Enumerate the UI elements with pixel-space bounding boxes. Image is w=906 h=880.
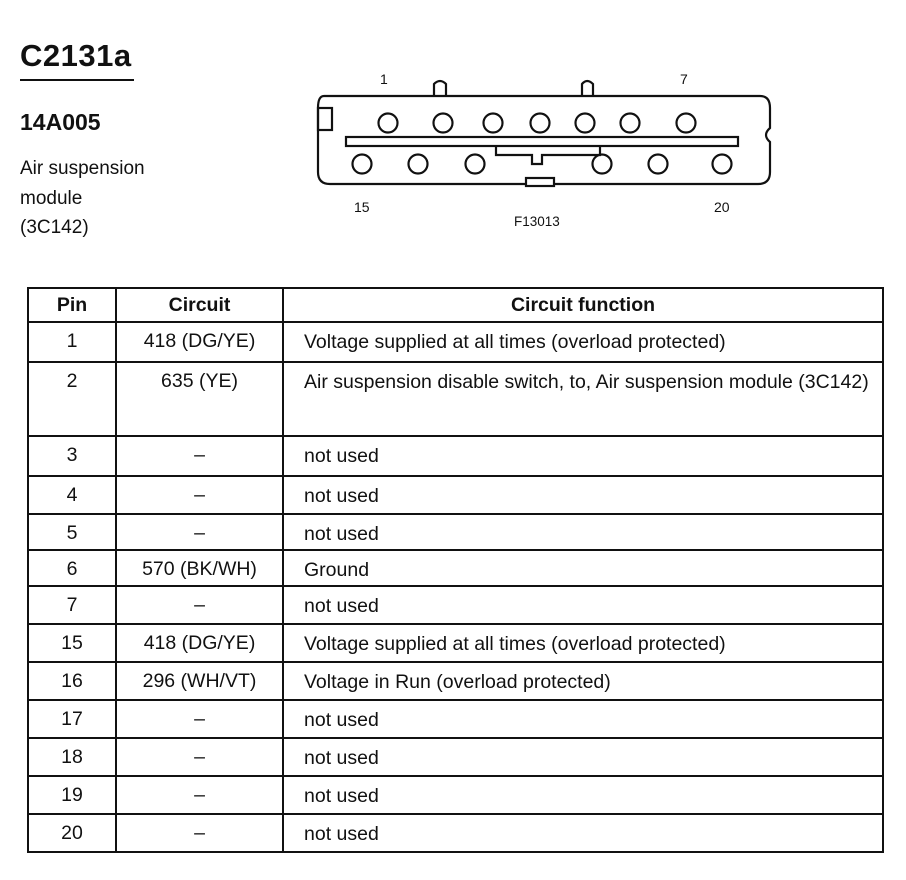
function-cell: Voltage supplied at all times (overload protected) [283,322,883,362]
function-cell: Voltage supplied at all times (overload protected) [283,624,883,662]
pin-cavity [484,114,503,133]
table-row [28,776,883,814]
pin-cell: 7 [28,586,116,624]
pin-cavity [379,114,398,133]
pin-cavity [649,155,668,174]
function-cell: Air suspension disable switch, to, Air suspension module (3C142) [283,362,883,436]
pin-cell: 1 [28,322,116,362]
table-header-row [28,288,883,322]
circuit-cell: – [116,476,283,514]
pin-cavity [677,114,696,133]
table-row [28,814,883,852]
pin-cavity [713,155,732,174]
description-line: Air suspension [20,158,145,179]
pin-label-20: 20 [714,199,730,215]
connector-description [20,154,220,243]
pin-cavity [576,114,595,133]
table-row [28,322,883,362]
pin-cell: 4 [28,476,116,514]
header-circuit: Circuit [116,288,283,322]
polarity-notch [318,108,332,130]
function-cell: Ground [283,550,883,586]
function-cell: not used [283,814,883,852]
header-function: Circuit function [283,288,883,322]
table-row [28,700,883,738]
circuit-cell: – [116,776,283,814]
pin-cell: 20 [28,814,116,852]
circuit-cell: – [116,514,283,550]
table-row [28,550,883,586]
connector-housing [318,96,770,184]
pin-cell: 17 [28,700,116,738]
function-cell: not used [283,700,883,738]
pin-cavity [531,114,550,133]
circuit-cell: 296 (WH/VT) [116,662,283,700]
function-cell: not used [283,776,883,814]
pin-cavity [593,155,612,174]
pin-cell: 19 [28,776,116,814]
circuit-cell: – [116,436,283,476]
pin-label-15: 15 [354,199,370,215]
pin-cavity [434,114,453,133]
circuit-cell: – [116,586,283,624]
header-pin: Pin [28,288,116,322]
pin-cavity [621,114,640,133]
table-row [28,476,883,514]
circuit-cell: – [116,814,283,852]
table-row [28,624,883,662]
pin-label-7: 7 [680,71,688,87]
function-cell: not used [283,514,883,550]
bottom-key [526,178,554,186]
circuit-cell: 635 (YE) [116,362,283,436]
pin-cell: 3 [28,436,116,476]
pin-cell: 6 [28,550,116,586]
function-cell: not used [283,476,883,514]
pin-cavity [353,155,372,174]
circuit-cell: – [116,700,283,738]
function-cell: Voltage in Run (overload protected) [283,662,883,700]
table-row [28,436,883,476]
circuit-cell: 418 (DG/YE) [116,322,283,362]
circuit-cell: – [116,738,283,776]
pin-cell: 18 [28,738,116,776]
connector-id-underline [20,79,134,81]
pin-cell: 2 [28,362,116,436]
center-key [496,146,600,164]
connector-face-diagram [300,60,780,240]
function-cell: not used [283,436,883,476]
pin-cavity [409,155,428,174]
latch-left [434,81,446,96]
latch-right [582,81,593,96]
pinout-table [27,287,884,853]
description-line: module [20,187,83,209]
connector-id: C2131a [20,38,132,73]
table-row [28,738,883,776]
table-row [28,586,883,624]
pin-cell: 5 [28,514,116,550]
circuit-cell: 418 (DG/YE) [116,624,283,662]
pin-label-1: 1 [380,71,388,87]
function-cell: not used [283,738,883,776]
function-cell: not used [283,586,883,624]
table-row [28,662,883,700]
figure-id: F13013 [514,214,560,229]
pin-cell: 16 [28,662,116,700]
separator-bar [346,137,738,146]
pin-cavity [466,155,485,174]
part-number: 14A005 [20,109,101,135]
table-row [28,362,883,436]
table-row [28,514,883,550]
pin-cell: 15 [28,624,116,662]
circuit-cell: 570 (BK/WH) [116,550,283,586]
description-line: (3C142) [20,217,89,238]
